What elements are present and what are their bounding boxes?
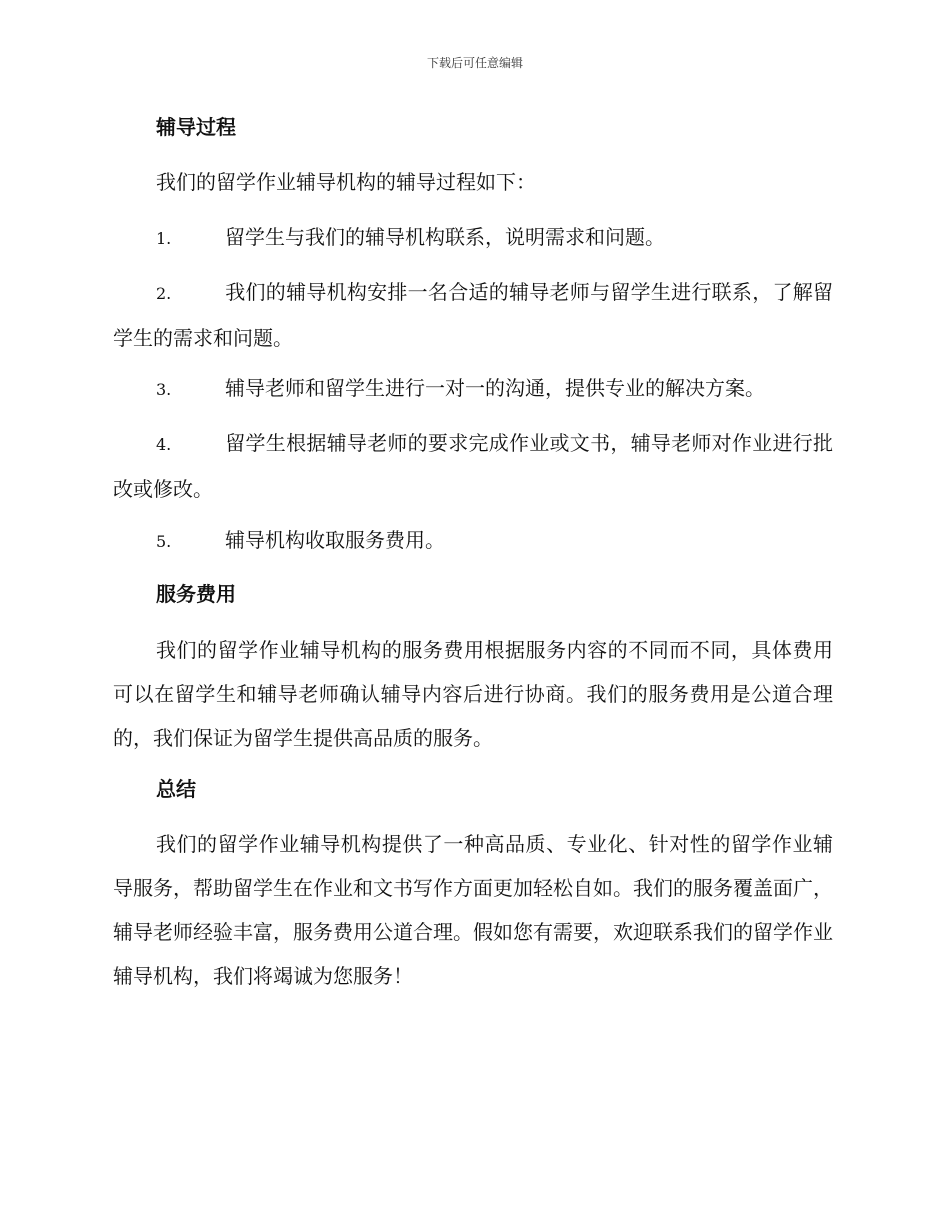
list-item [113, 215, 833, 261]
section-heading-summary: 总结 [156, 777, 196, 801]
page-header: 下载后可任意编辑 [426, 56, 523, 70]
list-item-number: 4. [156, 435, 172, 454]
list-item [113, 421, 833, 511]
list-item-number: 3. [156, 380, 172, 399]
list-item-number: 1. [156, 229, 172, 248]
list-item [113, 366, 833, 412]
list-item [113, 518, 833, 564]
section-heading-fees: 服务费用 [156, 582, 236, 606]
list-item-text: 辅导老师和留学生进行一对一的沟通，提供专业的解决方案。 [225, 376, 765, 400]
list-item-text: 留学生与我们的辅导机构联系，说明需求和问题。 [225, 225, 665, 249]
summary-paragraph: 我们的留学作业辅导机构提供了一种高品质、专业化、针对性的留学作业辅导服务，帮助留学生在作业和文书写作方面更加轻松自如。我们的服务覆盖面广，辅导老师经验丰富，服务费用公道合理。假如您有需要，欢迎联系我们的留学作业辅导机构，我们将竭诚为您服务！ [113, 832, 833, 988]
process-intro: 我们的留学作业辅导机构的辅导过程如下： [156, 170, 536, 194]
section-heading-process: 辅导过程 [156, 115, 236, 139]
list-item-text: 留学生根据辅导老师的要求完成作业或文书，辅导老师对作业进行批改或修改。 [113, 431, 833, 501]
fees-paragraph: 我们的留学作业辅导机构的服务费用根据服务内容的不同而不同，具体费用可以在留学生和辅导老师确认辅导内容后进行协商。我们的服务费用是公道合理的，我们保证为留学生提供高品质的服务。 [113, 638, 833, 750]
list-item-text: 我们的辅导机构安排一名合适的辅导老师与留学生进行联系，了解留学生的需求和问题。 [113, 280, 833, 350]
list-item-text: 辅导机构收取服务费用。 [225, 528, 445, 552]
list-item-number: 2. [156, 284, 172, 303]
list-item [113, 270, 833, 360]
list-item-number: 5. [156, 532, 172, 551]
